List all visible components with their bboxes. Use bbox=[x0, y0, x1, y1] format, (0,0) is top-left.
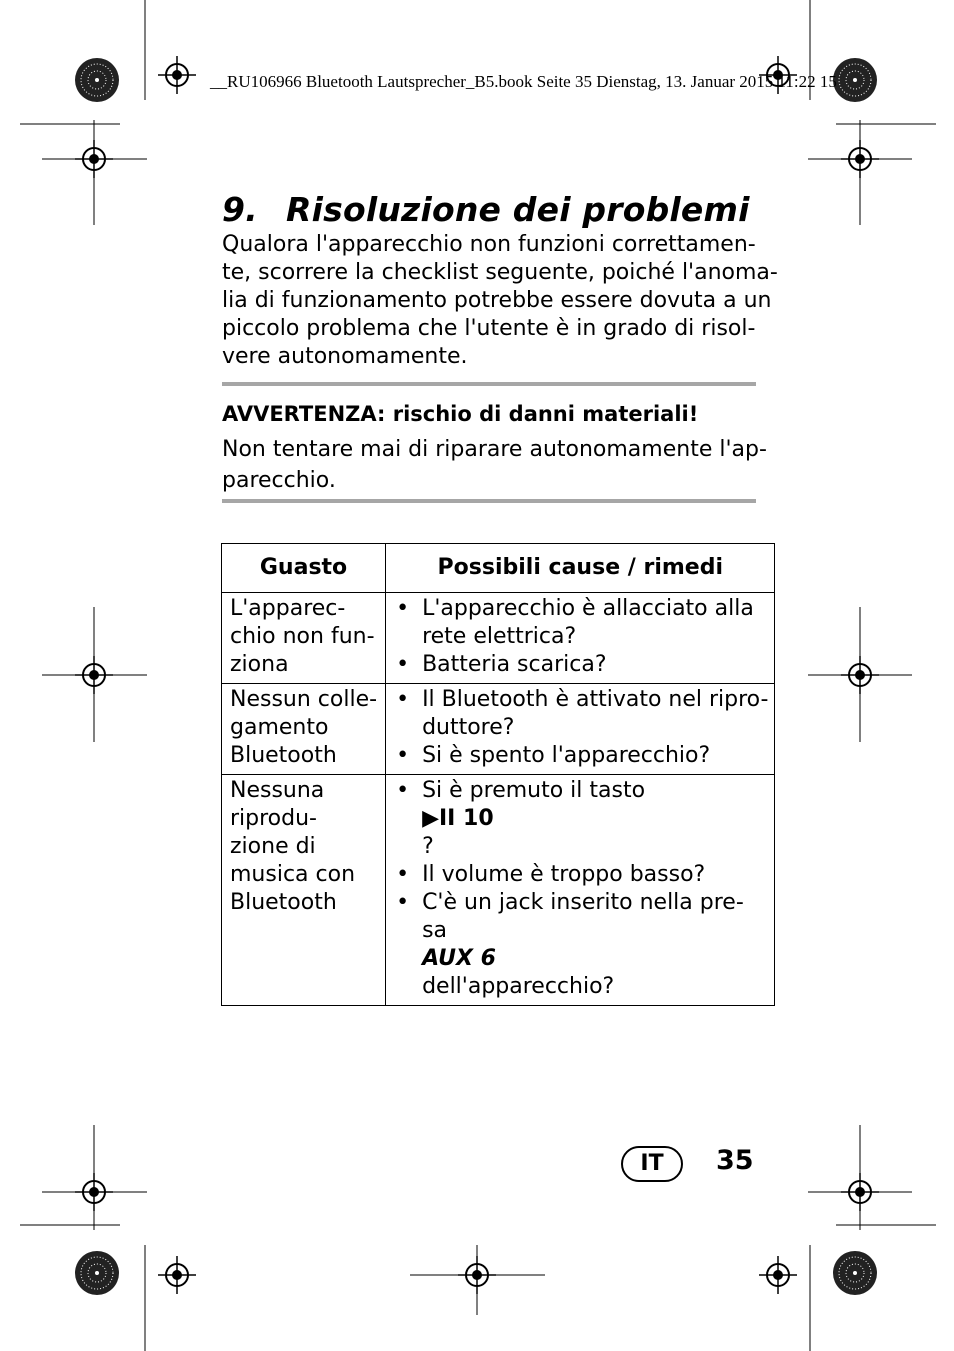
fault-cell bbox=[222, 684, 386, 775]
section-title-text: Risoluzione dei problemi bbox=[286, 190, 750, 229]
fault-cell bbox=[222, 593, 386, 684]
cause-text: dell'apparecchio? bbox=[422, 974, 615, 999]
cause-line: • Il Bluetooth è attivato nel ripro- bbox=[422, 687, 769, 712]
causes-list bbox=[394, 686, 768, 770]
language-badge: IT bbox=[621, 1146, 683, 1182]
causes-cell bbox=[386, 775, 775, 1006]
aux-socket-label: AUX 6 bbox=[422, 946, 496, 971]
column-header-fault: Guasto bbox=[222, 544, 386, 593]
intro-line: piccolo problema che l'utente è in grado di risol- bbox=[222, 316, 756, 341]
cause-line: • C'è un jack inserito nella pre- bbox=[422, 890, 744, 915]
warning-line: parecchio. bbox=[222, 468, 336, 493]
fault-line: L'apparec- bbox=[230, 596, 346, 621]
intro-paragraph bbox=[222, 231, 778, 371]
cause-text: sa bbox=[422, 918, 448, 943]
causes-list bbox=[394, 777, 768, 1001]
causes-cell bbox=[386, 684, 775, 775]
fault-line: zione di bbox=[230, 834, 316, 859]
page-number: 35 bbox=[716, 1145, 754, 1176]
fault-line: musica con bbox=[230, 862, 356, 887]
cause-item bbox=[394, 777, 768, 861]
cause-text: • Si è premuto il tasto bbox=[422, 778, 646, 803]
warning-bottom-rule bbox=[222, 499, 756, 503]
play-pause-key-label: ▶II 10 bbox=[422, 806, 494, 831]
section-title bbox=[222, 190, 750, 229]
cause-item bbox=[394, 686, 768, 742]
warning-top-rule bbox=[222, 382, 756, 386]
table-row bbox=[222, 684, 775, 775]
warning-title: AVVERTENZA: rischio di danni materiali! bbox=[222, 402, 699, 426]
fault-line: Bluetooth bbox=[230, 743, 337, 768]
cause-line: • L'apparecchio è allacciato alla bbox=[422, 596, 754, 621]
cause-item bbox=[394, 595, 768, 651]
troubleshooting-table bbox=[221, 543, 775, 1006]
table-header-row bbox=[222, 544, 775, 593]
cause-line: • Si è spento l'apparecchio? bbox=[422, 743, 711, 768]
fault-line: Nessun colle- bbox=[230, 687, 378, 712]
table-row bbox=[222, 775, 775, 1006]
book-header-line: __RU106966 Bluetooth Lautsprecher_B5.book Seite 35 Dienstag, 13. Januar 2015 11:22 15 bbox=[210, 72, 837, 91]
cause-item bbox=[394, 889, 768, 1001]
cause-item bbox=[394, 861, 768, 889]
intro-line: Qualora l'apparecchio non funzioni correttamen- bbox=[222, 232, 756, 257]
section-number: 9. bbox=[222, 190, 258, 229]
cause-line: rete elettrica? bbox=[422, 624, 577, 649]
cause-item bbox=[394, 742, 768, 770]
cause-line: duttore? bbox=[422, 715, 515, 740]
fault-line: ziona bbox=[230, 652, 289, 677]
cause-line bbox=[422, 917, 768, 1001]
warning-text bbox=[222, 434, 767, 496]
intro-line: lia di funzionamento potrebbe essere dovuta a un bbox=[222, 288, 772, 313]
fault-line: riprodu- bbox=[230, 806, 317, 831]
fault-cell bbox=[222, 775, 386, 1006]
causes-cell bbox=[386, 593, 775, 684]
fault-line: Nessuna bbox=[230, 778, 325, 803]
cause-line: • Il volume è troppo basso? bbox=[422, 862, 706, 887]
cause-line: • Batteria scarica? bbox=[422, 652, 607, 677]
cause-line bbox=[422, 777, 768, 861]
fault-line: gamento bbox=[230, 715, 329, 740]
warning-line: Non tentare mai di riparare autonomamente l'ap- bbox=[222, 437, 767, 462]
fault-line: Bluetooth bbox=[230, 890, 337, 915]
intro-line: vere autonomamente. bbox=[222, 344, 468, 369]
causes-list bbox=[394, 595, 768, 679]
intro-line: te, scorrere la checklist seguente, poiché l'anoma- bbox=[222, 260, 778, 285]
column-header-causes: Possibili cause / rimedi bbox=[386, 544, 775, 593]
cause-item bbox=[394, 651, 768, 679]
table-row bbox=[222, 593, 775, 684]
fault-line: chio non fun- bbox=[230, 624, 375, 649]
cause-text: ? bbox=[422, 834, 434, 859]
